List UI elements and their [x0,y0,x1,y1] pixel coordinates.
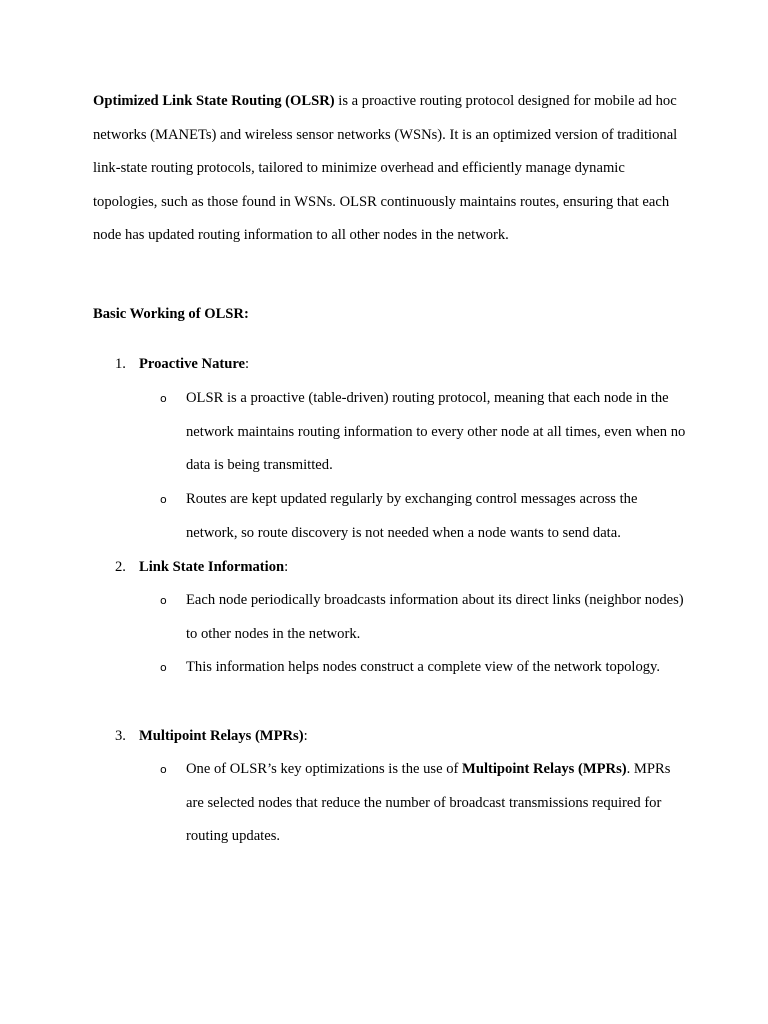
intro-term: Optimized Link State Routing (OLSR) [93,93,335,109]
bullet-text [186,753,686,854]
bullet-text: OLSR is a proactive (table-driven) routing protocol, meaning that each node in the network maintains routing information to every other node at all times, even when no data is being transmitted. [186,390,686,474]
section-heading: Basic Working of OLSR: [93,306,249,322]
list-item-2 [115,556,288,578]
list-item-suffix: : [303,728,308,744]
bullet-text: This information helps nodes construct a complete view of the network topology. [186,659,661,675]
list-number: 2. [115,559,126,575]
bullet-circle-icon: o [160,661,167,674]
list-item-title: Multipoint Relays (MPRs) [139,728,304,744]
bullet-circle-icon: o [160,763,167,776]
bullet-circle-icon: o [160,392,167,405]
intro-paragraph [93,85,683,253]
list-number: 1. [115,356,126,372]
bullet-circle-icon: o [160,594,167,607]
bullet-text-bold: Multipoint Relays (MPRs) [462,761,627,777]
list-item-title: Link State Information [139,559,285,575]
bullet-text: Routes are kept updated regularly by exchanging control messages across the network, so route discovery is not needed when a node wants to send data. [186,491,638,541]
list-item-1 [115,353,249,375]
intro-text: is a proactive routing protocol designed for mobile ad hoc networks (MANETs) and wireless sensor networks (WSNs). It is an optimized version of traditional link-state routing protocols, tailored to minimize overhead and efficiently manage dynamic topologies, such as those found in WSNs. OLSR continuously maintains routes, ensuring that each node has updated routing information to all other nodes in the network. [93,93,678,244]
bullet-circle-icon: o [160,493,167,506]
list-item-suffix: : [284,559,289,575]
list-item-title: Proactive Nature [139,356,246,372]
bullet-text: Each node periodically broadcasts information about its direct links (neighbor nodes) to other nodes in the network. [186,592,684,642]
list-item-3 [115,725,308,747]
list-item-suffix: : [245,356,250,372]
bullet-text-after: . MPRs are selected nodes that reduce the number of broadcast transmissions required for routing updates. [186,761,671,845]
bullet-text-before: One of OLSR’s key optimizations is the use of [186,761,463,777]
list-number: 3. [115,728,126,744]
